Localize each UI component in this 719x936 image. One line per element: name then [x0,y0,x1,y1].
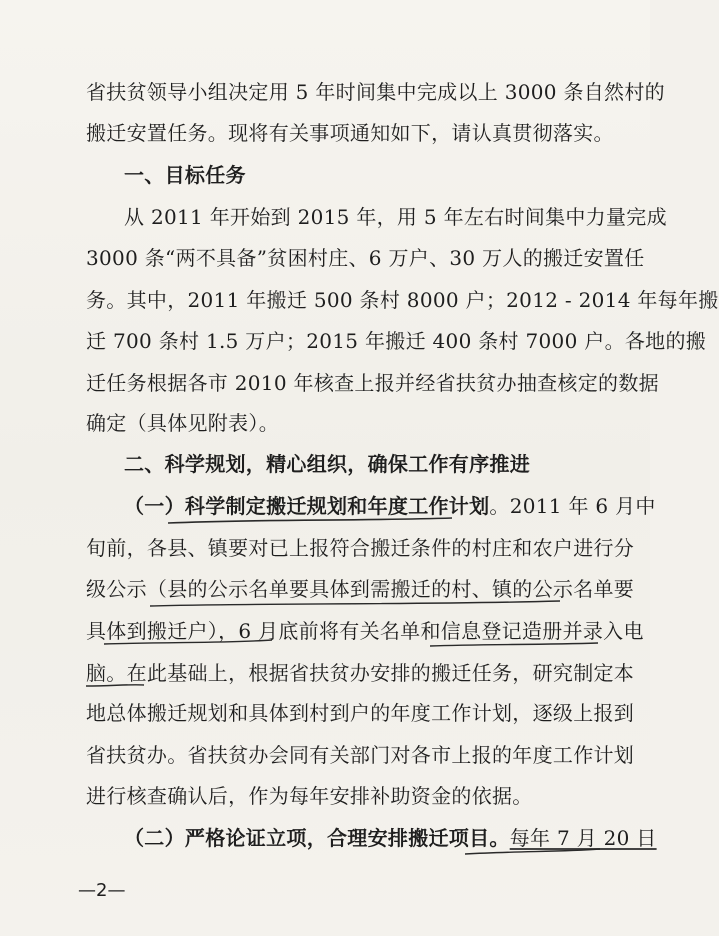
body-line: 具体到搬迁户），6 月底前将有关名单和信息登记造册并录入电 [86,619,644,643]
body-line: 务。其中，2011 年搬迁 500 条村 8000 户；2012 - 2014 年每年搬 [86,288,719,312]
body-line: 迁任务根据各市 2010 年核查上报并经省扶贫办抽查核定的数据 [86,371,659,395]
body-line: 3000 条“两不具备”贫困村庄、6 万户、30 万人的搬迁安置任 [86,246,645,270]
page-number: —2— [78,880,126,901]
body-line: 从 2011 年开始到 2015 年，用 5 年左右时间集中力量完成 [124,205,667,229]
body-line: 进行核查确认后，作为每年安排补助资金的依据。 [86,784,533,808]
body-line: 脑。在此基础上，根据省扶贫办安排的搬迁任务，研究制定本 [86,661,635,685]
body-text: 。2011 年 6 月中 [489,494,656,518]
body-line: 搬迁安置任务。现将有关事项通知如下，请认真贯彻落实。 [86,121,614,145]
subsection-heading-2: （二）严格论证立项，合理安排搬迁项目。 [124,826,510,850]
subsection-line [124,494,656,518]
body-line: 级公示（县的公示名单要具体到需搬迁的村、镇的公示名单要 [86,577,635,601]
body-line: 省扶贫领导小组决定用 5 年时间集中完成以上 3000 条自然村的 [86,80,665,104]
subsection-line [124,826,657,850]
body-line: 旬前，各县、镇要对已上报符合搬迁条件的村庄和农户进行分 [86,536,635,560]
deadline-text: 每年 7 月 20 日 [509,826,657,850]
body-line: 省扶贫办。省扶贫办会同有关部门对各市上报的年度工作计划 [86,743,635,767]
section-heading-2: 二、科学规划，精心组织，确保工作有序推进 [124,452,530,476]
body-line: 地总体搬迁规划和具体到村到户的年度工作计划，逐级上报到 [86,701,635,725]
section-heading-1: 一、目标任务 [124,163,246,187]
subsection-heading-1: （一）科学制定搬迁规划和年度工作计划 [124,494,490,518]
body-line: 确定（具体见附表）。 [86,411,279,435]
body-line: 迁 700 条村 1.5 万户；2015 年搬迁 400 条村 7000 户。各地的搬 [86,329,707,353]
